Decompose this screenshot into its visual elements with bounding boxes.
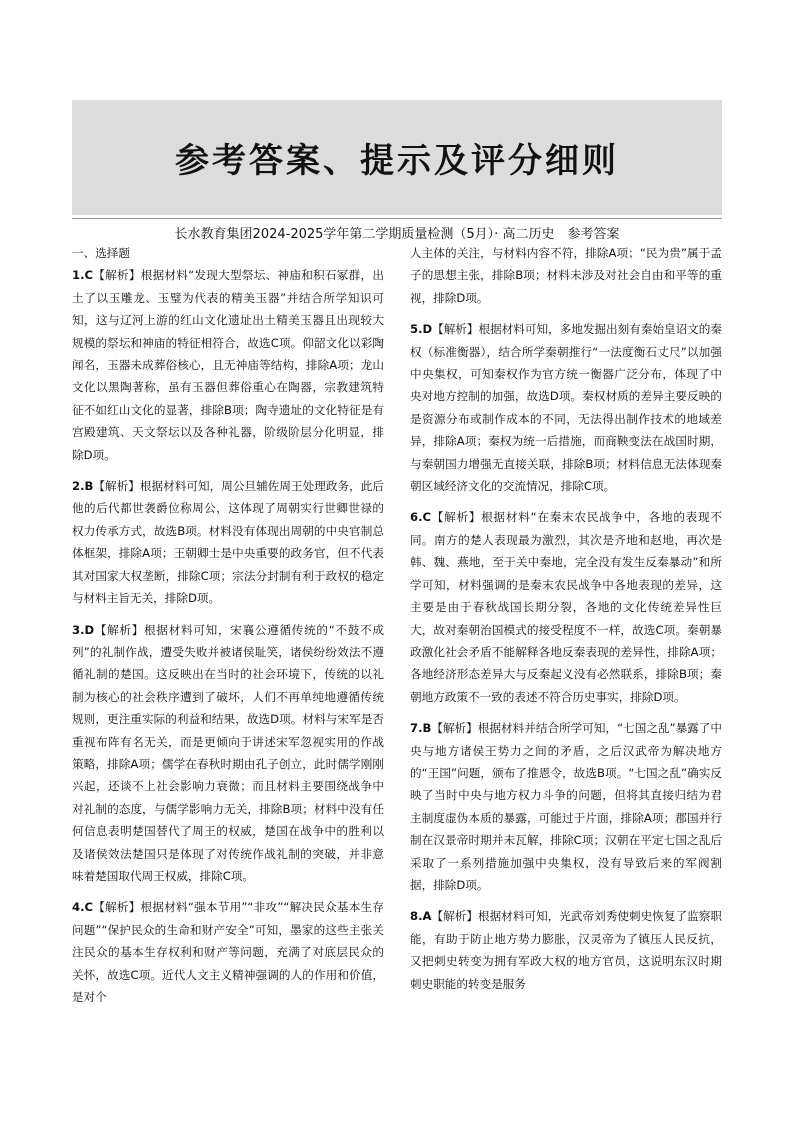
analysis-tag: 【解析】 bbox=[92, 268, 141, 283]
exam-subtitle: 长水教育集团2024-2025学年第二学期质量检测（5月）· 高二历史 参考答案 bbox=[174, 227, 620, 242]
answer-number: 7.B bbox=[410, 721, 432, 736]
answer-7 bbox=[410, 717, 722, 896]
answer-text: 根据材料“发现大型祭坛、神庙和积石冢群，出土了以玉雕龙、玉璧为代表的精美玉器”并结合所学知识可知，这与辽河上游的红山文化遗址出土精美玉器且出现较大规模的祭坛和神庙的特征相符合，故选C项。仰韶文化以彩陶闻名，玉器未成葬俗核心，且无神庙等结构，排除A项；龙山文化以黑陶著称，虽有玉器但葬俗重心在陶器，宗教建筑特征不如红山文化的显著，排除B项；陶寺遗址的文化特征是有宫殿建筑、天文祭坛以及各种礼器，阶级阶层分化明显，排除D项。 bbox=[72, 268, 384, 462]
answer-number: 5.D bbox=[410, 322, 433, 337]
answer-text: 根据材料并结合所学可知，“七国之乱”暴露了中央与地方诸侯王势力之间的矛盾，之后汉武帝为解决地方的“王国”问题，颁布了推恩令，故选B项。“七国之乱”确实反映了当时中央与地方权力斗争的问题，但将其直接归结为君主制度虚伪本质的暴露，可能过于片面，排除A项；郡国并行制在汉景帝时期并未瓦解，排除C项；汉朝在平定七国之乱后采取了一系列措施加强中央集权，没有导致后来的军阀割据，排除D项。 bbox=[410, 721, 722, 892]
analysis-tag: 【解析】 bbox=[93, 479, 140, 494]
answer-number: 8.A bbox=[410, 909, 432, 924]
answer-text: 根据材料可知，光武帝刘秀使刺史恢复了监察职能，有助于防止地方势力膨胀，汉灵帝为了镇压人民反抗，又把刺史转变为拥有军政大权的地方官员，这说明东汉时期刺史职能的转变是服务 bbox=[410, 909, 722, 991]
answer-number: 6.C bbox=[410, 510, 431, 525]
answer-2 bbox=[72, 475, 384, 609]
analysis-tag: 【解析】 bbox=[431, 721, 478, 736]
analysis-tag: 【解析】 bbox=[430, 510, 482, 525]
answer-text: 根据材料“在秦末农民战争中，各地的表现不同。南方的楚人表现最为激烈，其次是齐地和赵地，再次是韩、魏、燕地，至于关中秦地，完全没有发生反秦暴动”和所学可知，材料强调的是秦末农民战争中各地表现的差异，这主要是由于春秋战国长期分裂，各地的文化传统差异性巨大，故对秦朝治国模式的接受程度不一样，故选C项。秦朝暴政激化社会矛盾不能解释各地反秦表现的差异性，排除A项；各地经济形态差异大与反秦起义没有必然联系，排除B项；秦朝地方政策不一致的表述不符合历史事实，排除D项。 bbox=[410, 510, 722, 704]
answer-text: 根据材料“强本节用”“非攻”“解决民众基本生存问题”“保护民众的生命和财产安全”可知，墨家的这些主张关注民众的基本生存权利和财产等问题，充满了对底层民众的关怀，故选C项。近代人文主义精神强调的人的作用和价值，是对个 bbox=[72, 900, 384, 1004]
answer-1 bbox=[72, 264, 384, 466]
analysis-tag: 【解析】 bbox=[432, 322, 479, 337]
answer-6 bbox=[410, 506, 722, 708]
answer-4-continued: 人主体的关注，与材料内容不符，排除A项；“民为贵”属于孟子的思想主张，排除B项；材料未涉及对社会自由和平等的重视，排除D项。 bbox=[410, 246, 722, 305]
answer-number: 2.B bbox=[72, 479, 94, 494]
answer-8 bbox=[410, 905, 722, 995]
answer-text: 根据材料可知，多地发掘出刻有秦始皇诏文的秦权（标准衡器），结合所学秦朝推行“一法度衡石丈尺”以加强中央集权，可知秦权作为官方统一衡器广泛分布，体现了中央对地方控制的加强，故选D项。秦权材质的差异主要反映的是资源分布或制作成本的不同，无法得出制作技术的地域差异，排除A项；秦权为统一后措施，而商鞅变法在战国时期，与秦朝国力增强无直接关联，排除B项；材料信息无法体现秦朝区域经济文化的交流情况，排除C项。 bbox=[410, 322, 722, 494]
answer-number: 3.D bbox=[72, 622, 95, 637]
left-column bbox=[72, 242, 384, 1102]
analysis-tag: 【解析】 bbox=[94, 622, 145, 637]
answer-number: 4.C bbox=[72, 900, 93, 915]
title-banner bbox=[72, 100, 722, 215]
answer-number: 1.C bbox=[72, 268, 93, 283]
page-title: 参考答案、提示及评分细则 bbox=[175, 141, 619, 181]
section-heading: 一、选择题 bbox=[72, 246, 130, 260]
divider bbox=[72, 218, 722, 219]
right-column bbox=[410, 242, 722, 1102]
answer-text: 根据材料可知，宋襄公遵循传统的“不鼓不成列”的礼制作战，遭受失败并被诸侯耻笑，诸侯纷纷效法不遵循礼制的楚国。这反映出在当时的社会环境下，传统的以礼制为核心的社会秩序遭到了破坏，人们不再单纯地遵循传统规则，更注重实际的利益和结果，故选D项。材料与宋军是否重视布阵有名无关，而是更倾向于讲述宋军忽视实用的作战策略，排除A项；儒学在春秋时期由孔子创立，此时儒学刚刚兴起，还谈不上社会影响力衰微；而且材料主要围绕战争中对礼制的态度，与儒学影响力无关，排除B项；材料中没有任何信息表明楚国替代了周王的权威，楚国在战争中的胜利以及诸侯效法楚国只是体现了对传统作战礼制的突破，并非意味着楚国取代周王权威，排除C项。 bbox=[72, 622, 384, 883]
answer-3 bbox=[72, 619, 384, 888]
answer-5 bbox=[410, 318, 722, 497]
analysis-tag: 【解析】 bbox=[431, 909, 478, 924]
answer-4 bbox=[72, 896, 384, 1008]
analysis-tag: 【解析】 bbox=[92, 900, 141, 915]
answer-text: 根据材料可知，周公旦辅佐周王处理政务，此后他的后代都世袭爵位称周公，这体现了周朝实行世卿世禄的权力传承方式，故选B项。材料没有体现出周朝的中央官制总体框架，排除A项；王朝卿士是中央重要的政务官，但不代表其对国家大权垄断，排除C项；宗法分封制有利于政权的稳定与材料主旨无关，排除D项。 bbox=[72, 479, 384, 606]
